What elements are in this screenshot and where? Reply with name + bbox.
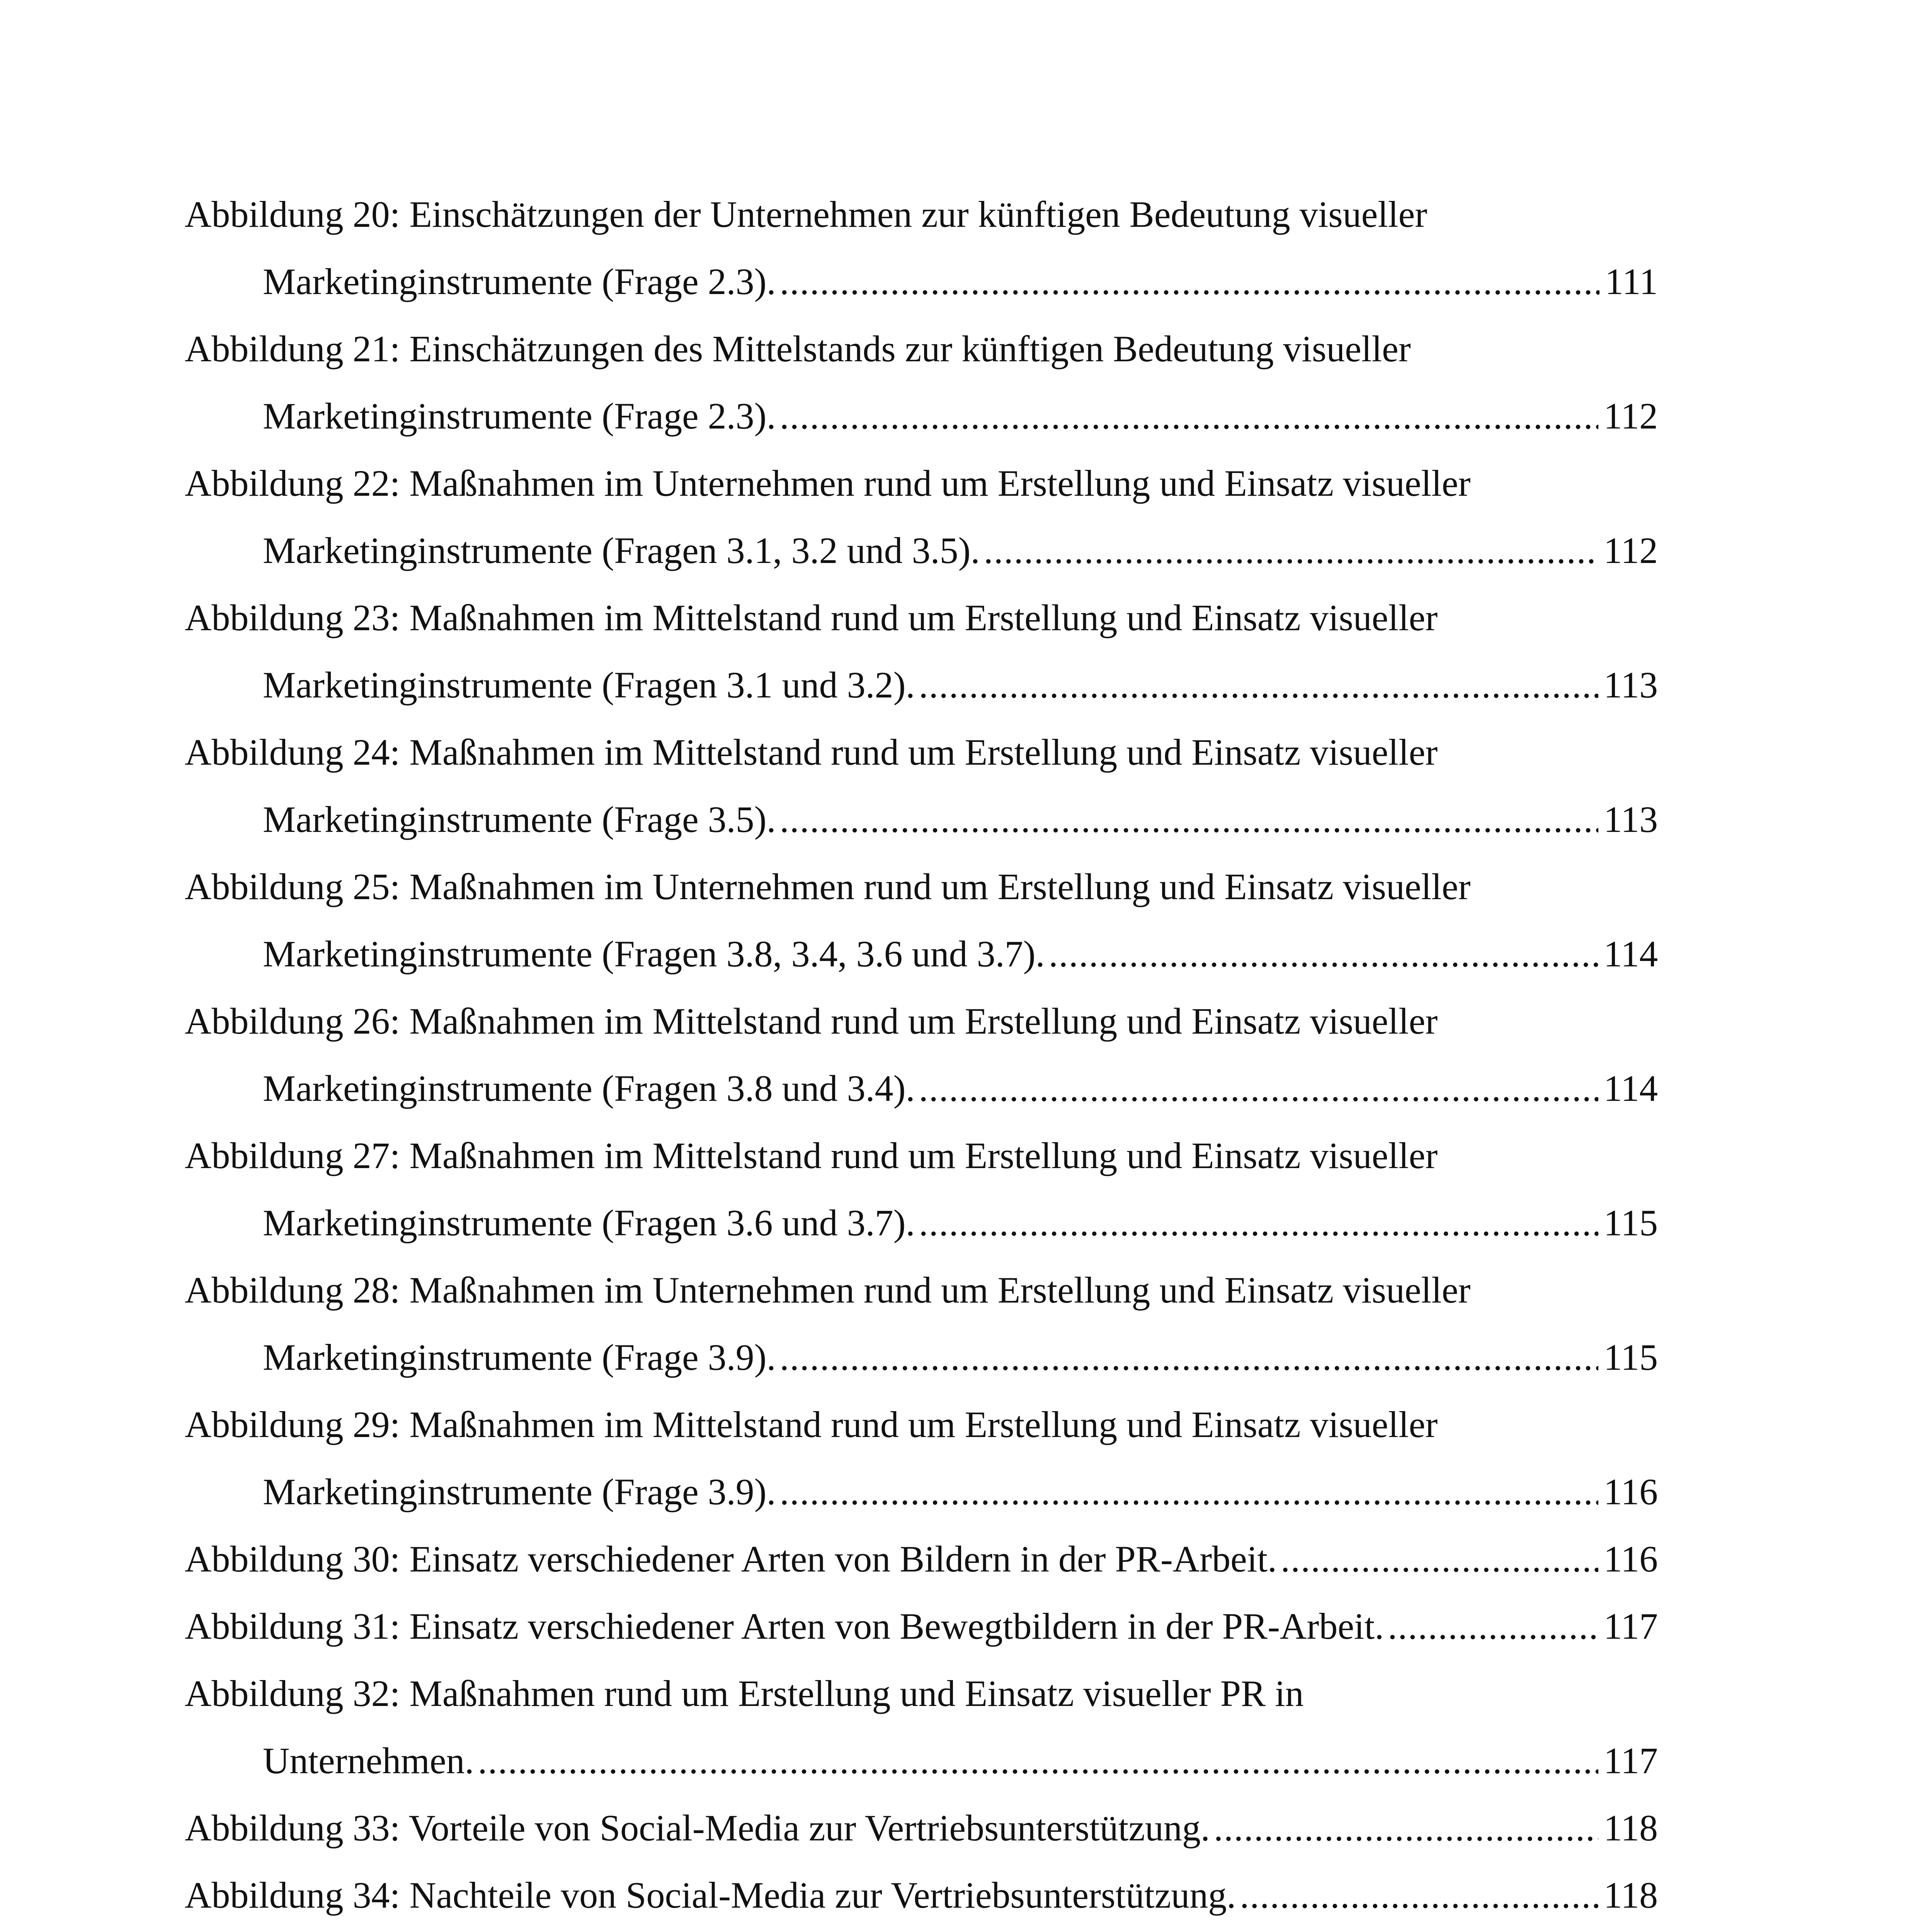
toc-entry-last-line: [185, 1324, 1658, 1391]
toc-entry-page-number: 113: [1603, 664, 1658, 706]
toc-entry-page-number: [1604, 1929, 1658, 1932]
toc-entry-last-line: [185, 1526, 1658, 1593]
toc-entry-title-continued: Marketinginstrumente (Frage 2.3).: [263, 261, 776, 302]
toc-entry-last-line: [185, 1929, 1658, 1932]
toc-entry-last-line: [185, 1727, 1658, 1794]
toc-entry-page-number: 113: [1603, 799, 1658, 840]
toc-entry-title: [185, 1929, 1358, 1932]
toc-entry-title-continued: Marketinginstrumente (Fragen 3.8, 3.4, 3.6 und 3.7).: [263, 933, 1045, 975]
toc-entry-page-number: 116: [1603, 1538, 1658, 1580]
toc-entry-title: Abbildung 24: Maßnahmen im Mittelstand rund um Erstellung und Einsatz visueller: [185, 731, 1438, 773]
toc-entry[interactable]: [185, 450, 1658, 584]
toc-entry-page-number: 116: [1603, 1471, 1658, 1512]
toc-entry-page-number: 115: [1603, 1202, 1658, 1243]
toc-entry[interactable]: [185, 1660, 1658, 1794]
toc-entry-title-continued: Marketinginstrumente (Fragen 3.1, 3.2 und 3.5).: [263, 530, 980, 571]
dot-leader: [478, 1727, 1598, 1794]
toc-entry-page-number: 112: [1603, 395, 1658, 437]
dot-leader: [1361, 1929, 1598, 1932]
toc-entry-first-line: [185, 719, 1658, 786]
toc-entry-title-continued: Marketinginstrumente (Fragen 3.1 und 3.2).: [263, 664, 915, 706]
dot-leader: [780, 1324, 1598, 1391]
toc-entry-last-line: [185, 1593, 1658, 1660]
dot-leader: [984, 517, 1598, 584]
dot-leader: [1240, 1862, 1598, 1929]
toc-entry-first-line: [185, 181, 1658, 248]
toc-entry[interactable]: [185, 1929, 1658, 1932]
toc-entry-title: Abbildung 30: Einsatz verschiedener Arten von Bildern in der PR-Arbeit.: [185, 1538, 1277, 1580]
toc-entry-last-line: [185, 1794, 1658, 1862]
toc-entry-title: Abbildung 27: Maßnahmen im Mittelstand rund um Erstellung und Einsatz visueller: [185, 1135, 1438, 1176]
dot-leader: [780, 786, 1598, 853]
toc-entry-title: Abbildung 34: Nachteile von Social-Media zur Vertriebsunterstützung.: [185, 1874, 1236, 1916]
toc-entry-page-number: 118: [1603, 1874, 1658, 1916]
toc-entry-last-line: [185, 920, 1658, 988]
toc-entry[interactable]: [185, 1391, 1658, 1526]
dot-leader: [780, 383, 1598, 450]
toc-entry[interactable]: [185, 988, 1658, 1122]
toc-entry-last-line: [185, 1458, 1658, 1526]
toc-entry[interactable]: [185, 853, 1658, 988]
dot-leader: [1388, 1593, 1598, 1660]
toc-entry-title-continued: Unternehmen.: [263, 1740, 474, 1781]
toc-entry[interactable]: [185, 181, 1658, 315]
toc-entry-page-number: 117: [1603, 1605, 1658, 1647]
toc-entry-page-number: 114: [1603, 1068, 1658, 1109]
toc-entry-first-line: [185, 315, 1658, 383]
dot-leader: [919, 1055, 1598, 1122]
toc-entry-title-continued: Marketinginstrumente (Frage 2.3).: [263, 395, 776, 437]
toc-entry-title: Abbildung 21: Einschätzungen des Mittelstands zur künftigen Bedeutung visueller: [185, 328, 1411, 369]
toc-entry-title-continued: Marketinginstrumente (Frage 3.9).: [263, 1471, 776, 1512]
toc-entry-page-number: 111: [1605, 261, 1658, 302]
dot-leader: [780, 248, 1600, 315]
toc-entry-first-line: [185, 1122, 1658, 1189]
toc-entry-last-line: [185, 383, 1658, 450]
toc-entry-page-number: 115: [1603, 1337, 1658, 1378]
dot-leader: [780, 1458, 1598, 1526]
toc-entry-title-continued: Marketinginstrumente (Frage 3.9).: [263, 1337, 776, 1378]
toc-entry-page-number: 118: [1603, 1807, 1658, 1849]
toc-entry-first-line: [185, 584, 1658, 651]
toc-entry[interactable]: [185, 1122, 1658, 1257]
toc-entry-title: Abbildung 31: Einsatz verschiedener Arten von Bewegtbildern in der PR-Arbeit.: [185, 1605, 1384, 1647]
toc-entry-title-continued: Marketinginstrumente (Fragen 3.6 und 3.7).: [263, 1202, 915, 1243]
toc-entry[interactable]: [185, 1526, 1658, 1593]
toc-entry-first-line: [185, 1257, 1658, 1324]
toc-entry-title: Abbildung 29: Maßnahmen im Mittelstand rund um Erstellung und Einsatz visueller: [185, 1404, 1438, 1445]
toc-entry-title: Abbildung 23: Maßnahmen im Mittelstand rund um Erstellung und Einsatz visueller: [185, 597, 1438, 638]
dot-leader: [919, 1189, 1598, 1257]
toc-entry-first-line: [185, 988, 1658, 1055]
toc-entry-last-line: [185, 1189, 1658, 1257]
toc-entry-title: Abbildung 22: Maßnahmen im Unternehmen rund um Erstellung und Einsatz visueller: [185, 463, 1471, 504]
dot-leader: [919, 651, 1598, 719]
dot-leader: [1214, 1794, 1598, 1862]
toc-entry[interactable]: [185, 1794, 1658, 1862]
toc-entry-title: Abbildung 33: Vorteile von Social-Media zur Vertriebsunterstützung.: [185, 1807, 1210, 1849]
toc-entry-last-line: [185, 1055, 1658, 1122]
toc-entry[interactable]: [185, 1862, 1658, 1929]
toc-entry-page-number: 112: [1603, 530, 1658, 571]
dot-leader: [1049, 920, 1598, 988]
toc-entry[interactable]: [185, 584, 1658, 719]
toc-entry-title: Abbildung 25: Maßnahmen im Unternehmen rund um Erstellung und Einsatz visueller: [185, 866, 1471, 907]
toc-entry-first-line: [185, 450, 1658, 517]
toc-entry-page-number: 117: [1603, 1740, 1658, 1781]
toc-entry-last-line: [185, 248, 1658, 315]
toc-entry-last-line: [185, 1862, 1658, 1929]
toc-entry[interactable]: [185, 315, 1658, 450]
dot-leader: [1281, 1526, 1598, 1593]
toc-entry-page-number: 114: [1603, 933, 1658, 975]
toc-entry-first-line: [185, 853, 1658, 920]
toc-entry-last-line: [185, 651, 1658, 719]
toc-entry-title-continued: Marketinginstrumente (Frage 3.5).: [263, 799, 776, 840]
toc-entry-last-line: [185, 786, 1658, 853]
toc-entry-title: Abbildung 26: Maßnahmen im Mittelstand rund um Erstellung und Einsatz visueller: [185, 1000, 1438, 1042]
toc-entry-title: Abbildung 28: Maßnahmen im Unternehmen rund um Erstellung und Einsatz visueller: [185, 1269, 1471, 1311]
toc-entry-title-continued: Marketinginstrumente (Fragen 3.8 und 3.4).: [263, 1068, 915, 1109]
toc-entry-first-line: [185, 1660, 1658, 1727]
toc-entry-first-line: [185, 1391, 1658, 1458]
toc-entry[interactable]: [185, 719, 1658, 853]
list-of-figures: [185, 181, 1658, 1932]
toc-entry[interactable]: [185, 1257, 1658, 1391]
toc-entry-title: Abbildung 32: Maßnahmen rund um Erstellung und Einsatz visueller PR in: [185, 1673, 1304, 1714]
toc-entry-title: Abbildung 20: Einschätzungen der Unternehmen zur künftigen Bedeutung visueller: [185, 194, 1428, 235]
toc-entry[interactable]: [185, 1593, 1658, 1660]
toc-entry-last-line: [185, 517, 1658, 584]
